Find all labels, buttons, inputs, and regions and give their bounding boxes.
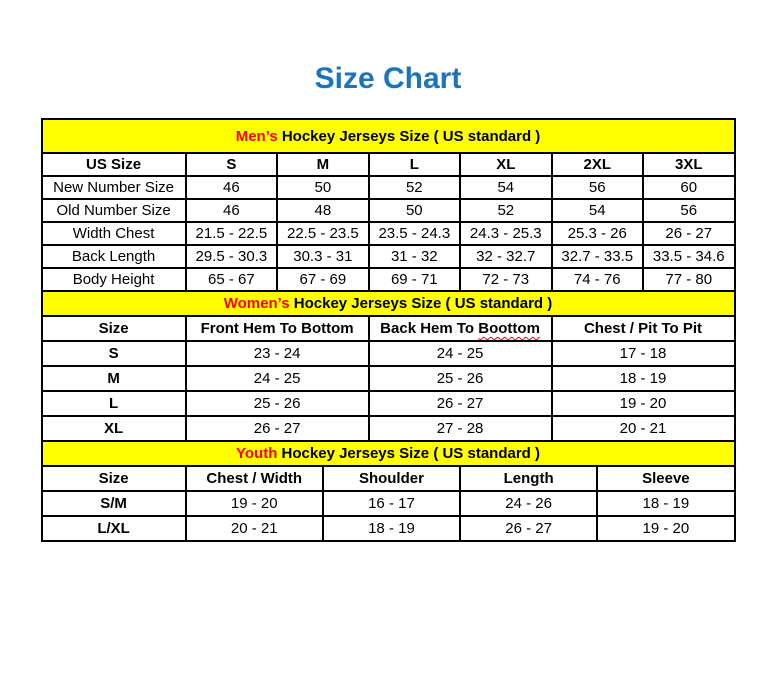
mens-size-value: 65 - 67 (186, 268, 277, 291)
womens-table-row (42, 366, 735, 391)
mens-size-value: 30.3 - 31 (277, 245, 368, 268)
mens-column-header: L (369, 153, 460, 176)
mens-size-value: 22.5 - 23.5 (277, 222, 368, 245)
womens-column-header: Size (42, 316, 186, 341)
mens-size-value: 69 - 71 (369, 268, 460, 291)
mens-size-value: 48 (277, 199, 368, 222)
womens-row-label: XL (42, 416, 186, 441)
youth-size-table (41, 440, 736, 542)
mens-row-label: Width Chest (42, 222, 186, 245)
youth-column-header: Shoulder (323, 466, 460, 491)
womens-column-header: Chest / Pit To Pit (552, 316, 735, 341)
mens-size-table (41, 118, 736, 292)
youth-size-value: 18 - 19 (323, 516, 460, 541)
mens-size-value: 50 (277, 176, 368, 199)
mens-table-row (42, 222, 735, 245)
mens-size-value: 52 (369, 176, 460, 199)
womens-table-row (42, 391, 735, 416)
mens-column-header: 2XL (552, 153, 643, 176)
mens-table-row (42, 199, 735, 222)
womens-row-label: L (42, 391, 186, 416)
mens-size-value: 56 (552, 176, 643, 199)
womens-size-value: 17 - 18 (552, 341, 735, 366)
youth-band-text: Hockey Jerseys Size ( US standard ) (277, 445, 540, 462)
youth-column-header: Sleeve (597, 466, 734, 491)
mens-column-header: XL (460, 153, 551, 176)
youth-section-band (42, 441, 735, 466)
womens-size-value: 20 - 21 (552, 416, 735, 441)
mens-table-row (42, 176, 735, 199)
youth-size-value: 18 - 19 (597, 491, 734, 516)
womens-band-highlight: Women’s (223, 295, 290, 312)
mens-column-header: US Size (42, 153, 186, 176)
youth-size-value: 16 - 17 (323, 491, 460, 516)
mens-section-band (42, 119, 735, 153)
mens-size-value: 54 (552, 199, 643, 222)
youth-column-header: Chest / Width (186, 466, 323, 491)
mens-size-value: 33.5 - 34.6 (643, 245, 735, 268)
womens-table-row (42, 416, 735, 441)
womens-row-label: M (42, 366, 186, 391)
mens-column-header: M (277, 153, 368, 176)
mens-size-value: 72 - 73 (460, 268, 551, 291)
youth-size-value: 24 - 26 (460, 491, 597, 516)
mens-table-row (42, 245, 735, 268)
youth-table-row (42, 516, 735, 541)
mens-size-value: 52 (460, 199, 551, 222)
youth-size-value: 19 - 20 (597, 516, 734, 541)
mens-column-header: 3XL (643, 153, 735, 176)
mens-size-value: 60 (643, 176, 735, 199)
mens-size-value: 24.3 - 25.3 (460, 222, 551, 245)
mens-size-value: 56 (643, 199, 735, 222)
womens-size-value: 25 - 26 (369, 366, 552, 391)
mens-size-value: 67 - 69 (277, 268, 368, 291)
mens-row-label: New Number Size (42, 176, 186, 199)
womens-section-band (42, 291, 735, 316)
womens-size-value: 26 - 27 (186, 416, 369, 441)
mens-band-highlight: Men’s (235, 127, 278, 145)
womens-size-value: 26 - 27 (369, 391, 552, 416)
mens-size-value: 74 - 76 (552, 268, 643, 291)
mens-row-label: Old Number Size (42, 199, 186, 222)
mens-table-row (42, 268, 735, 291)
youth-column-header: Size (42, 466, 186, 491)
mens-size-value: 26 - 27 (643, 222, 735, 245)
mens-size-value: 25.3 - 26 (552, 222, 643, 245)
youth-band-highlight: Youth (236, 445, 278, 462)
youth-table-row (42, 491, 735, 516)
mens-size-value: 21.5 - 22.5 (186, 222, 277, 245)
womens-size-value: 19 - 20 (552, 391, 735, 416)
womens-size-value: 24 - 25 (186, 366, 369, 391)
womens-column-header: Back Hem To Boottom (369, 316, 552, 341)
womens-size-table (41, 290, 736, 442)
womens-table-row (42, 341, 735, 366)
mens-band-text: Hockey Jerseys Size ( US standard ) (277, 127, 541, 145)
youth-size-value: 20 - 21 (186, 516, 323, 541)
womens-size-value: 18 - 19 (552, 366, 735, 391)
youth-row-label: L/XL (42, 516, 186, 541)
mens-size-value: 77 - 80 (643, 268, 735, 291)
size-tables-container (41, 118, 736, 542)
womens-size-value: 27 - 28 (369, 416, 552, 441)
womens-size-value: 23 - 24 (186, 341, 369, 366)
womens-size-value: 25 - 26 (186, 391, 369, 416)
youth-column-header: Length (460, 466, 597, 491)
page-title: Size Chart (314, 62, 462, 95)
mens-column-header: S (186, 153, 277, 176)
misspelled-word: Boottom (478, 320, 540, 337)
mens-size-value: 31 - 32 (369, 245, 460, 268)
womens-band-text: Hockey Jerseys Size ( US standard ) (289, 295, 553, 312)
mens-size-value: 29.5 - 30.3 (186, 245, 277, 268)
youth-size-value: 19 - 20 (186, 491, 323, 516)
mens-size-value: 32 - 32.7 (460, 245, 551, 268)
mens-size-value: 46 (186, 176, 277, 199)
mens-size-value: 46 (186, 199, 277, 222)
mens-size-value: 54 (460, 176, 551, 199)
mens-size-value: 50 (369, 199, 460, 222)
womens-column-header: Front Hem To Bottom (186, 316, 369, 341)
mens-row-label: Back Length (42, 245, 186, 268)
mens-size-value: 32.7 - 33.5 (552, 245, 643, 268)
womens-size-value: 24 - 25 (369, 341, 552, 366)
youth-row-label: S/M (42, 491, 186, 516)
mens-row-label: Body Height (42, 268, 186, 291)
youth-size-value: 26 - 27 (460, 516, 597, 541)
mens-size-value: 23.5 - 24.3 (369, 222, 460, 245)
womens-row-label: S (42, 341, 186, 366)
